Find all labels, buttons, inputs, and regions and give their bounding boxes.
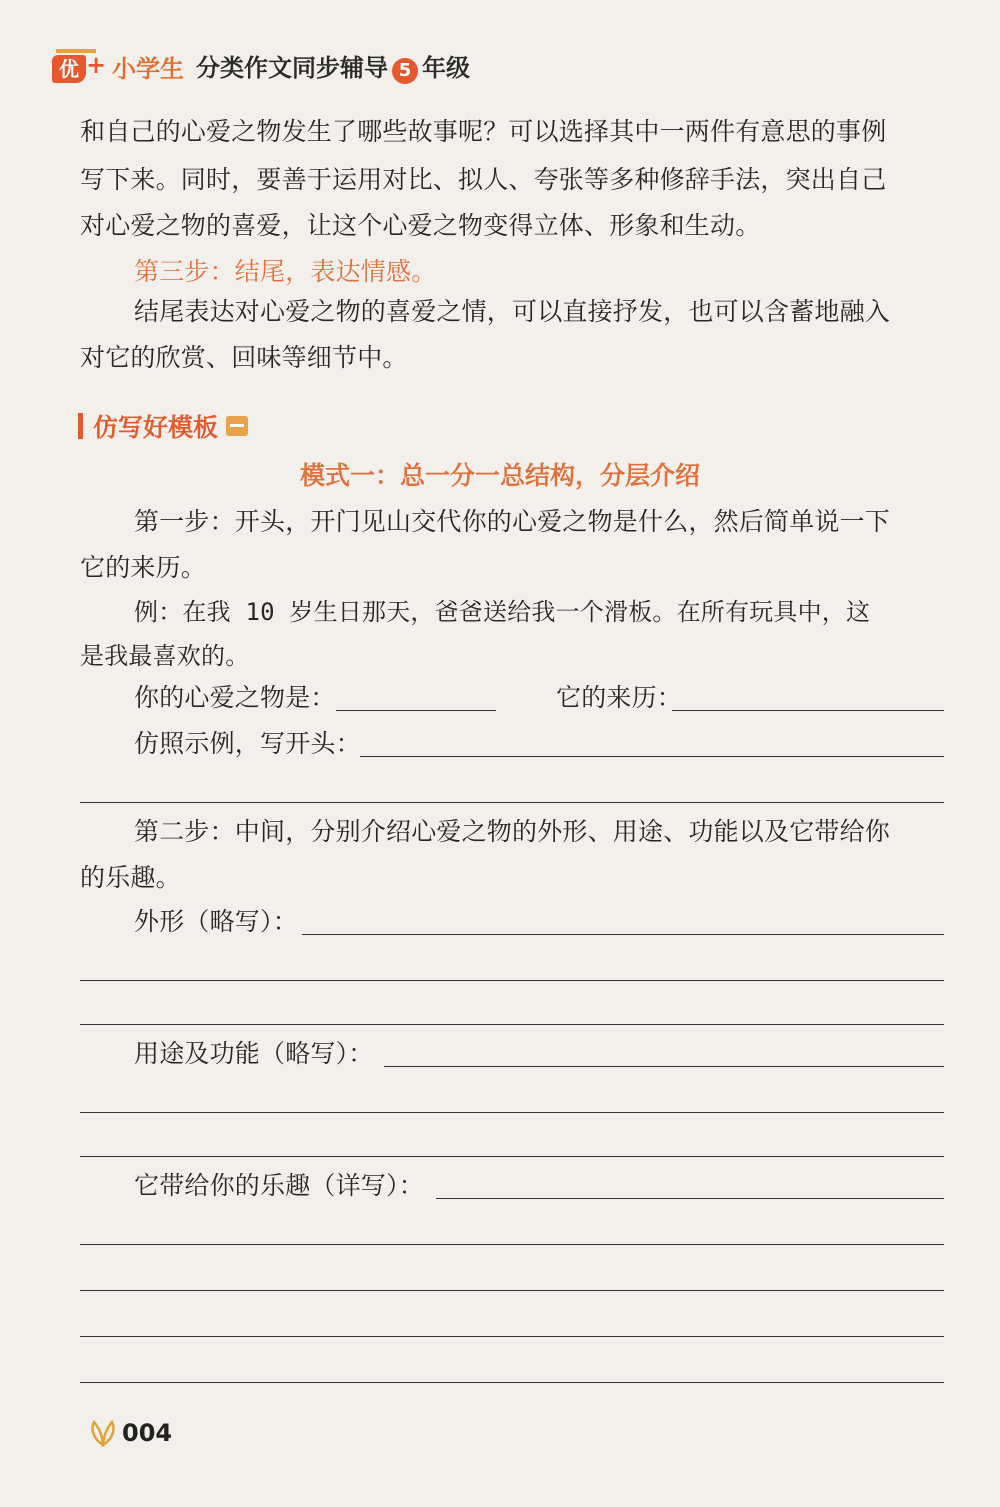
shape-blank[interactable] bbox=[302, 934, 944, 935]
leaf-icon bbox=[88, 1418, 118, 1448]
opening-blank-line-2[interactable] bbox=[80, 802, 944, 803]
brand-name: 小学生 bbox=[112, 54, 184, 83]
intro-line: 对心爱之物的喜爱，让这个心爱之物变得立体、形象和生动。 bbox=[80, 211, 761, 240]
step2-line: 的乐趣。 bbox=[80, 863, 181, 892]
fun-blank-line-5[interactable] bbox=[80, 1382, 944, 1383]
fun-label: 它带给你的乐趣（详写）： bbox=[134, 1171, 424, 1200]
favorite-thing-label: 你的心爱之物是： bbox=[134, 683, 336, 712]
example-line: 是我最喜欢的。 bbox=[80, 642, 250, 670]
pencil-icon bbox=[226, 416, 248, 436]
shape-blank-line-2[interactable] bbox=[80, 980, 944, 981]
step3-line: 对它的欣赏、回味等细节中。 bbox=[80, 343, 408, 372]
grade-suffix: 年级 bbox=[422, 54, 470, 82]
use-label: 用途及功能（略写）： bbox=[134, 1039, 374, 1068]
book-title-text: 分类作文同步辅导 bbox=[196, 54, 388, 82]
favorite-thing-blank[interactable] bbox=[336, 710, 496, 711]
section-bar bbox=[78, 413, 83, 439]
step3-line: 结尾表达对心爱之物的喜爱之情，可以直接抒发，也可以含蓄地融入 bbox=[134, 297, 891, 326]
page-header bbox=[50, 44, 470, 88]
section-title-text: 仿写好模板 bbox=[93, 413, 219, 442]
fun-blank-line-2[interactable] bbox=[80, 1244, 944, 1245]
logo-text: 优 bbox=[52, 55, 86, 83]
origin-label: 它的来历： bbox=[556, 683, 683, 712]
shape-blank-line-3[interactable] bbox=[80, 1024, 944, 1025]
use-blank-line-3[interactable] bbox=[80, 1156, 944, 1157]
example-line: 例：在我 10 岁生日那天，爸爸送给我一个滑板。在所有玩具中，这 bbox=[134, 598, 871, 626]
grade-number-badge: 5 bbox=[392, 58, 418, 84]
origin-blank[interactable] bbox=[672, 710, 944, 711]
use-blank[interactable] bbox=[384, 1066, 944, 1067]
fun-blank[interactable] bbox=[436, 1198, 944, 1199]
fun-blank-line-3[interactable] bbox=[80, 1290, 944, 1291]
step2-line: 第二步：中间，分别介绍心爱之物的外形、用途、功能以及它带给你 bbox=[134, 817, 891, 846]
intro-line: 和自己的心爱之物发生了哪些故事呢？可以选择其中一两件有意思的事例 bbox=[80, 117, 887, 146]
use-blank-line-2[interactable] bbox=[80, 1112, 944, 1113]
book-title bbox=[196, 48, 470, 84]
shape-label: 外形（略写）： bbox=[134, 907, 298, 936]
step1-line: 它的来历。 bbox=[80, 553, 207, 582]
page-number: 004 bbox=[122, 1419, 173, 1447]
intro-line: 写下来。同时，要善于运用对比、拟人、夸张等多种修辞手法，突出自己 bbox=[80, 165, 887, 194]
step3-heading: 第三步：结尾，表达情感。 bbox=[134, 257, 437, 286]
opening-label: 仿照示例，写开头： bbox=[134, 729, 361, 758]
section-title bbox=[78, 408, 248, 444]
fun-blank-line-4[interactable] bbox=[80, 1336, 944, 1337]
page-footer bbox=[88, 1418, 172, 1448]
step1-line: 第一步：开头，开门见山交代你的心爱之物是什么，然后简单说一下 bbox=[134, 507, 891, 536]
mode-title: 模式一：总一分一总结构，分层介绍 bbox=[299, 461, 700, 490]
brand-logo-icon: 优 + bbox=[50, 47, 106, 85]
opening-blank[interactable] bbox=[360, 756, 944, 757]
